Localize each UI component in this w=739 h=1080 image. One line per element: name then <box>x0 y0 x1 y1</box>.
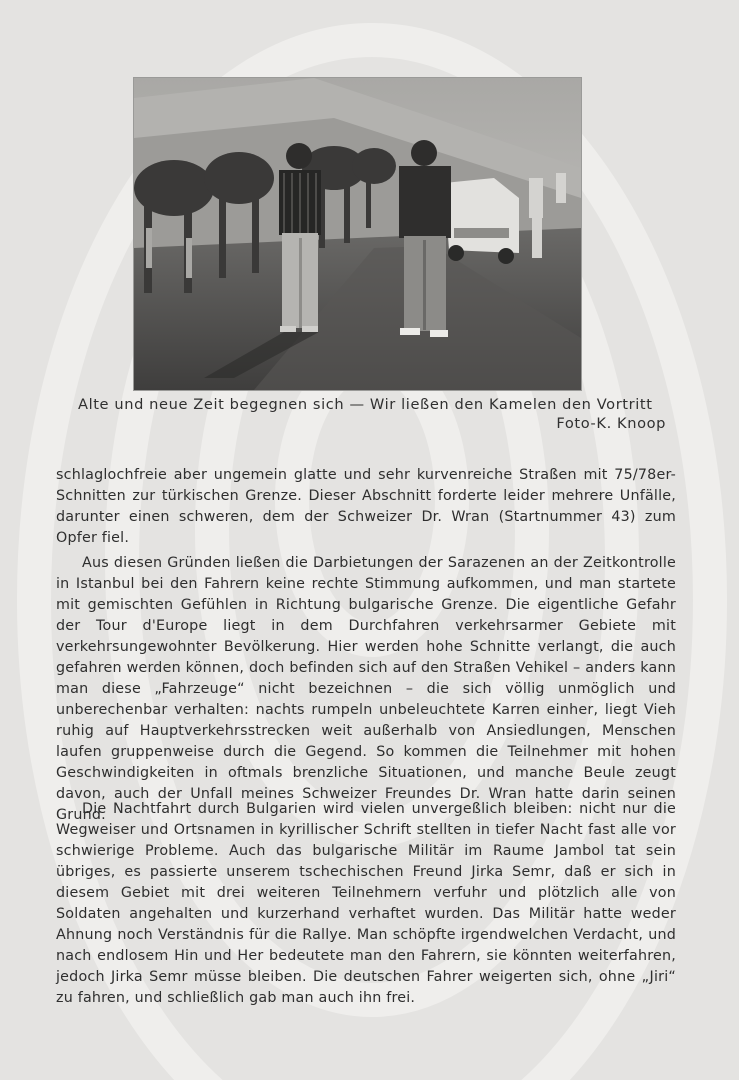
photograph-camels-and-drivers <box>134 78 581 390</box>
caption-text: Alte und neue Zeit begegnen sich — Wir ließen den Kamelen den Vortritt <box>78 396 653 413</box>
article-paragraph: schlaglochfreie aber ungemein glatte und sehr kurvenreiche Straßen mit 75/78er-Schnitten zur türkischen Grenze. Dieser Abschnitt forderte leider mehrere Unfälle, darunter einen schweren, dem der Schweizer Dr. Wran (Startnummer 43) zum Opfer fiel. <box>56 467 676 546</box>
photo-caption <box>78 395 666 433</box>
article-paragraph: Die Nachtfahrt durch Bulgarien wird vielen unvergeßlich bleiben: nicht nur die Wegweiser und Ortsnamen in kyrillischer Schrift stellten in tiefer Nacht fast alle vor schwierige Probleme. Auch das bulgarische Militär im Raume Jambol tat sein übriges, es passierte unserem tschechischen Freund Jirka Semr, daß er sich in diesem Gebiet mit drei weiteren Teilnehmern verfuhr und plötzlich alle von Soldaten angehalten und kurzerhand verhaftet wurden. Das Militär hatte weder Ahnung noch Verständnis für die Rallye. Man schöpfte irgendwelchen Verdacht, und nach endlosem Hin und Her bedeutete man den Fahrern, sie könnten weiterfahren, jedoch Jirka Semr müsse bleiben. Die deutschen Fahrer weigerten sich, ohne „Jiri“ zu fahren, und schließlich gab man auch ihn frei. <box>56 801 676 1006</box>
article-paragraph: Aus diesen Gründen ließen die Darbietungen der Sarazenen an der Zeitkontrolle in Istanbul bei den Fahrern keine rechte Stimmung aufkommen, und man startete mit gemischten Gefühlen in Richtung bulgarische Grenze. Die eigentliche Gefahr der Tour d'Europe liegt in dem Durchfahren verkehrsarmer Gebiete mit verkehrsungewohnter Bevölkerung. Hier werden hohe Schnitte verlangt, die auch gefahren werden können, doch befinden sich auf den Straßen Vehikel – anders kann man diese „Fahrzeuge“ nicht bezeichnen – die sich völlig unmöglich und unberechenbar verhalten: nachts rumpeln unbeleuchtete Karren einher, liegt Vieh ruhig auf Hauptverkehrsstrecken weit außerhalb von Ansiedlungen, Menschen laufen gruppenweise durch die Gegend. So kommen die Teilnehmer mit hohen Geschwindigkeiten in oftmals brenzliche Situationen, und manche Beule zeugt davon, auch der Unfall meines Schweizer Freundes Dr. Wran hatte darin seinen Grund. <box>56 555 676 823</box>
photo-credit: Foto-K. Knoop <box>556 415 666 432</box>
